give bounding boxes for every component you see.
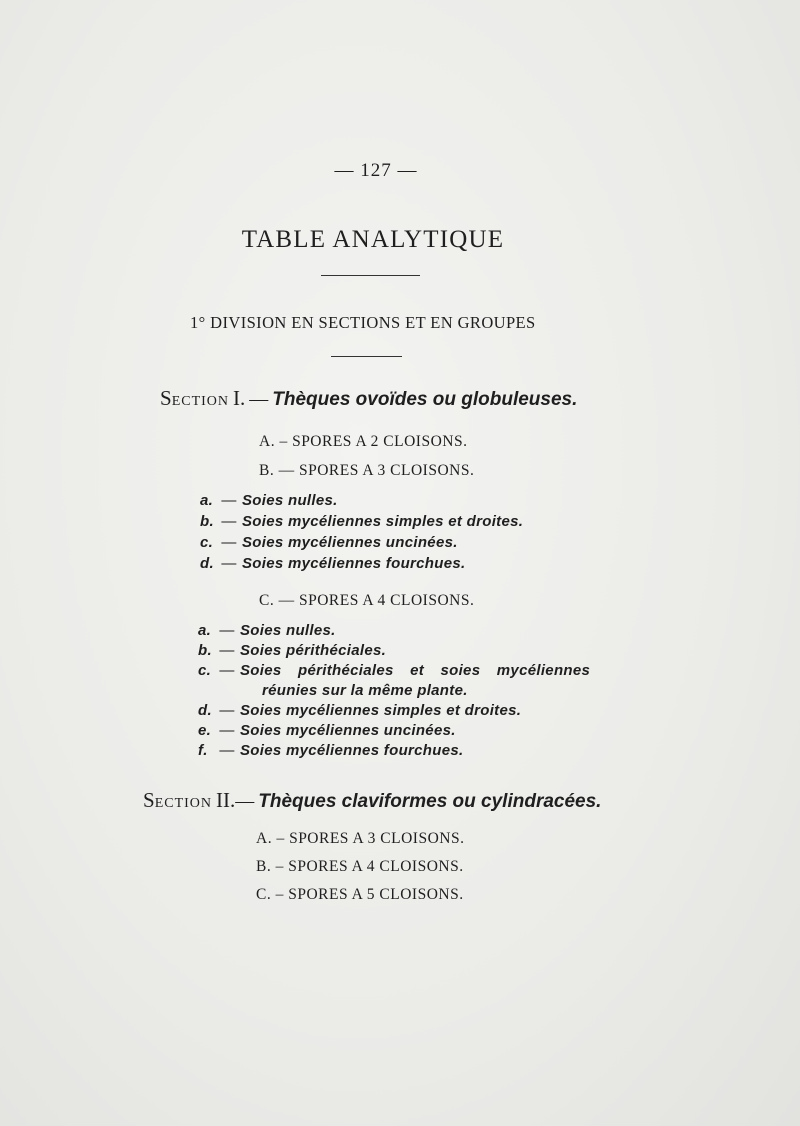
title-rule xyxy=(321,275,420,276)
page-title: TABLE ANALYTIQUE xyxy=(241,226,505,253)
section-2-group-c: C. – SPORES A 5 CLOISONS. xyxy=(256,886,464,903)
division-rule xyxy=(331,356,402,357)
list-item-continuation: réunies sur la même plante. xyxy=(262,682,468,699)
section-1-description: Thèques ovoïdes ou globuleuses. xyxy=(272,389,578,410)
section-1-separator: — xyxy=(249,389,269,410)
list-item: c. — Soies mycéliennes uncinées. xyxy=(200,534,458,551)
list-item: a. — Soies nulles. xyxy=(200,492,338,509)
list-item: a. — Soies nulles. xyxy=(198,622,336,639)
section-2-group-a: A. – SPORES A 3 CLOISONS. xyxy=(256,830,465,847)
section-1-group-c: C. — SPORES A 4 CLOISONS. xyxy=(259,592,475,609)
section-2-label: SECTION II. xyxy=(143,788,236,812)
page-number: — 127 — xyxy=(334,160,418,181)
list-item: c. — Soies périthéciales et soies mycéliennes xyxy=(198,662,591,679)
section-1-group-b: B. — SPORES A 3 CLOISONS. xyxy=(259,462,475,479)
section-1-label: SECTION I. xyxy=(160,386,246,410)
section-1-group-a: A. – SPORES A 2 CLOISONS. xyxy=(259,433,468,450)
section-1-heading xyxy=(160,386,577,411)
section-2-description: Thèques claviformes ou cylindracées. xyxy=(258,791,602,812)
list-item: d. — Soies mycéliennes fourchues. xyxy=(200,555,466,572)
list-item: f. — Soies mycéliennes fourchues. xyxy=(198,742,464,759)
section-2-group-b: B. – SPORES A 4 CLOISONS. xyxy=(256,858,464,875)
list-item: e. — Soies mycéliennes uncinées. xyxy=(198,722,456,739)
section-2-heading xyxy=(143,788,601,813)
list-item: d. — Soies mycéliennes simples et droites. xyxy=(198,702,522,719)
division-heading: 1° DIVISION EN SECTIONS ET EN GROUPES xyxy=(190,313,536,332)
section-2-separator: — xyxy=(235,791,255,812)
list-item: b. — Soies mycéliennes simples et droites. xyxy=(200,513,524,530)
list-item: b. — Soies périthéciales. xyxy=(198,642,387,659)
